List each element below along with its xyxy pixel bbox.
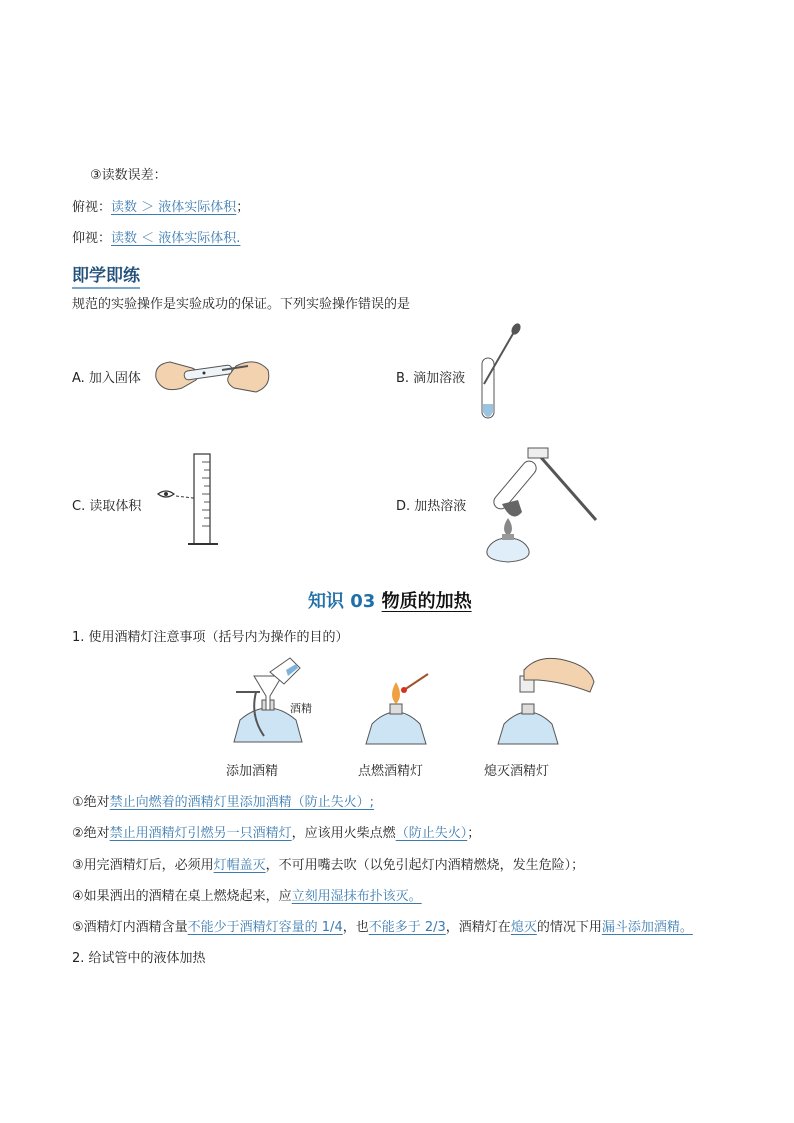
rule-5-pre: ⑤酒精灯内酒精含量 bbox=[72, 920, 188, 935]
rule-3-pre: ③用完酒精灯后，必须用 bbox=[72, 858, 214, 873]
rule-2-mid: ，应该用火柴点燃 bbox=[291, 826, 396, 841]
rule-5 bbox=[72, 916, 693, 935]
alcohol-label: 酒精 bbox=[290, 702, 312, 715]
rule-5-mid-3: 的情况下用 bbox=[536, 920, 602, 935]
section-name: 物质的加热 bbox=[381, 591, 472, 612]
rule-2-tail: ； bbox=[467, 826, 481, 841]
rule-4-fill: 立刻用湿抹布扑该灭。 bbox=[291, 889, 422, 904]
heating-illustration bbox=[478, 444, 602, 564]
rule-3 bbox=[72, 854, 584, 873]
caption-add-alcohol: 添加酒精 bbox=[226, 764, 279, 779]
looking-down-tail: ； bbox=[236, 200, 250, 215]
option-c: C. 读取体积 bbox=[72, 499, 142, 514]
looking-up-answer: 读数 ＜ 液体实际体积. bbox=[111, 231, 241, 246]
rule-3-tail: ，不可用嘴去吹（以免引起灯内酒精燃烧，发生危险）； bbox=[265, 858, 585, 873]
option-a: A. 加入固体 bbox=[72, 371, 141, 386]
rule-5-mid-2: ，酒精灯在 bbox=[445, 920, 511, 935]
rule-5-fill-2: 不能多于 2/3 bbox=[368, 920, 446, 935]
lighting-lamp-illustration bbox=[362, 668, 432, 752]
section-number: 知识 03 bbox=[308, 591, 376, 612]
add-solid-illustration bbox=[152, 348, 272, 400]
option-d: D. 加热溶液 bbox=[396, 499, 467, 514]
rule-1 bbox=[72, 791, 374, 810]
rule-2 bbox=[72, 822, 480, 841]
rule-4-pre: ④如果洒出的酒精在桌上燃烧起来，应 bbox=[72, 889, 292, 904]
rule-2-fill-1: 禁止用酒精灯引燃另一只酒精灯 bbox=[109, 826, 292, 841]
rule-1-pre: ①绝对 bbox=[72, 795, 110, 810]
practice-heading: 即学即练 bbox=[72, 261, 140, 289]
rule-5-fill-3: 熄灭 bbox=[510, 920, 537, 935]
caption-light-lamp: 点燃酒精灯 bbox=[358, 764, 424, 779]
looking-down-answer: 读数 ＞ 液体实际体积 bbox=[111, 200, 237, 215]
rule-5-fill-4: 漏斗添加酒精。 bbox=[601, 920, 693, 935]
option-b: B. 滴加溶液 bbox=[396, 371, 466, 386]
looking-down-line bbox=[72, 196, 249, 215]
rule-3-fill: 灯帽盖灭 bbox=[213, 858, 266, 873]
dropper-illustration bbox=[476, 324, 526, 428]
section-title bbox=[308, 587, 472, 613]
cylinder-reading-illustration bbox=[154, 450, 224, 552]
looking-down-label: 俯视： bbox=[72, 200, 112, 215]
next-item: 2. 给试管中的液体加热 bbox=[72, 951, 206, 966]
practice-question: 规范的实验操作是实验成功的保证。下列实验操作错误的是 bbox=[72, 297, 411, 312]
rule-5-fill-1: 不能少于酒精灯容量的 1/4 bbox=[187, 920, 343, 935]
rule-5-mid-1: ，也 bbox=[342, 920, 369, 935]
extinguishing-lamp-illustration bbox=[494, 652, 598, 752]
rule-4 bbox=[72, 885, 422, 904]
rule-1-fill: 禁止向燃着的酒精灯里添加酒精（防止失火）; bbox=[109, 795, 375, 810]
rule-2-pre: ②绝对 bbox=[72, 826, 110, 841]
reading-error-title: ③读数误差： bbox=[90, 168, 167, 183]
looking-up-label: 仰视： bbox=[72, 231, 112, 246]
caption-extinguish-lamp: 熄灭酒精灯 bbox=[484, 764, 550, 779]
looking-up-line bbox=[72, 227, 240, 246]
rule-2-fill-2: （防止失火） bbox=[395, 826, 468, 841]
lamp-intro: 1. 使用酒精灯注意事项（括号内为操作的目的） bbox=[72, 630, 349, 645]
